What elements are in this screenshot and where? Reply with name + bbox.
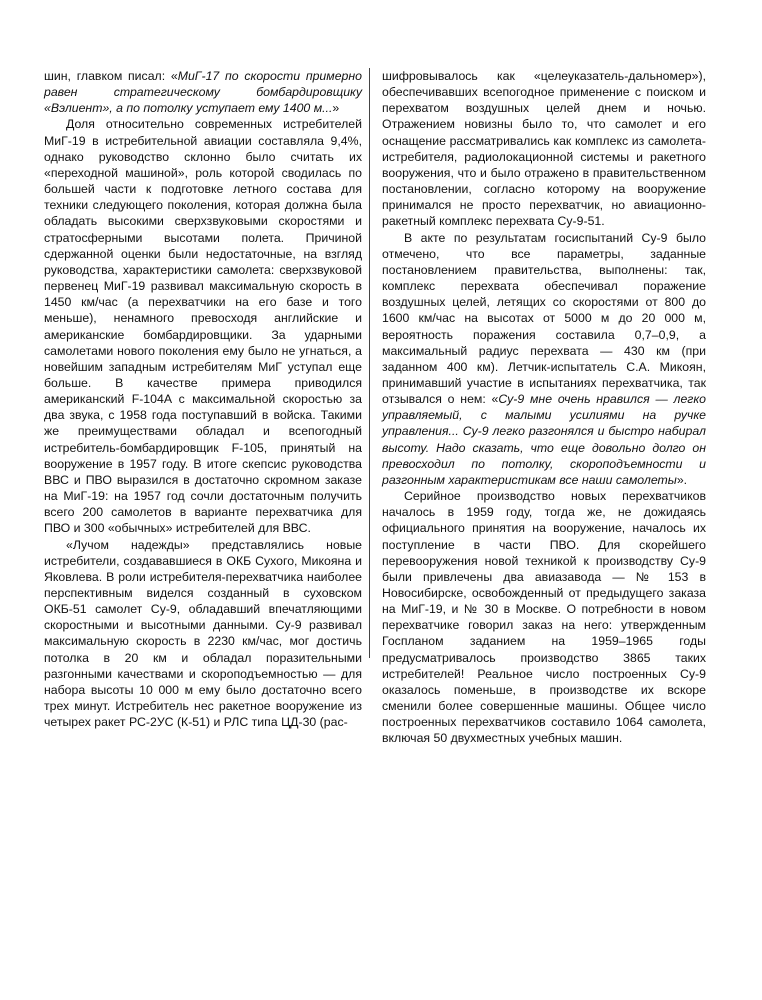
left-paragraph-3: «Лучом надежды» представлялись новые истребители, создававшиеся в ОКБ Сухого, Микояна и Яковлева. В роли истребителя-перехватчика наиболее перспективным виделся созданный в суховском ОКБ-51 самолет Су-9, обладавший впечатляющими скоростными и высотными данными. Су-9 развивал максимальную скорость в 2230 км/час, мог достичь потолка в 20 км и обладал поразительными разгонными качествами и скороподъемностью — для набора высоты 10 000 м ему было достаточно всего трех минут. Истребитель нес ракетное вооружение из четырех ракет РС-2УС (К-51) и РЛС типа ЦД-30 (рас-: [44, 537, 362, 730]
left-p1-text: шин, главком писал: «: [44, 69, 178, 83]
right-p2-quote: Су-9 мне очень нравился — легко управляемый, с малыми усилиями на ручке управления... Су-9 легко разгонялся и быстро набирал высоту. Надо сказать, что еще довольно долго он превосходил по потолку, скороподъемности и разгонным характеристикам все наши самолеты: [382, 392, 706, 487]
left-paragraph-2: Доля относительно современных истребителей МиГ-19 в истребительной авиации составляла 9,4%, однако руководство склонно было считать их «переходной машиной», роль которой сводилась по большей части к подготовке летного состава для техники следующего поколения, которая должна была обладать высокими сверхзвуковыми скоростями и стратосферными высотами полета. Причиной сдержанной оценки были недостаточные, на взгляд руководства, характеристики самолета: сверхзвуковой первенец МиГ-19 развивал максимальную скорость в 1450 км/час (а перехватчики на его базе и того меньше), ненамного превосходя английские и американские бомбардировщики. За ударными самолетами нового поколения ему было не угнаться, а новейшим западным истребителям МиГ уступал еще больше. В качестве примера приводился американский F-104A с максимальной скоростью за два звука, с 1958 года поступавший в войска. Такими же преимуществами обладал и всепогодный истребитель-бомбардировщик F-105, принятый на вооружение в 1957 году. В итоге скепсис руководства ВВС и ПВО выразился в достаточно скромном заказе на МиГ-19: на 1957 год сочли достаточным получить всего 200 самолетов в варианте перехватчика для ПВО и 300 «обычных» истребителей для ВВС.: [44, 117, 362, 536]
right-column: [382, 68, 706, 747]
left-paragraph-1: [44, 68, 362, 116]
left-p1-quote: МиГ-17 по скорости примерно равен стратегическому бомбардировщику «Вэлиент», а по потолку уступает ему 1400 м...: [44, 69, 362, 116]
right-paragraph-2: [382, 230, 706, 489]
right-p2-text: В акте по результатам госиспытаний Су-9 было отмечено, что все параметры, заданные постановлением правительства, выполнены: так, комплекс перехвата обеспечивал поражение воздушных целей, летящих со скоростями от 800 до 1600 км/час на высотах от 5000 м до 20 000 м, вероятность поражения составила 0,7–0,9, а максимальный радиус перехвата — 430 км (при заданном 400 км). Летчик-испытатель С.А. Микоян, принимавший участие в испытаниях перехватчика, так отзывался о нем: «: [382, 230, 706, 407]
left-p1-end: »: [332, 101, 340, 116]
right-paragraph-1: шифровывалось как «целеуказатель-дальномер»), обеспечивавших всепогодное применение с поиском и перехватом воздушных целей днем и ночью. Отражением новизны было то, что самолет и его оснащение рассматривались как комплекс из самолета-истребителя, радиолокационной системы и ракетного вооружения, что и было отражено в правительственном постановлении, согласно которому на вооружение принимался не просто перехватчик, но авиационно-ракетный комплекс перехвата Су-9-51.: [382, 69, 706, 229]
left-column: [44, 68, 362, 730]
right-p2-end: ».: [676, 472, 688, 487]
column-divider: [369, 68, 370, 658]
right-paragraph-3: Серийное производство новых перехватчиков началось в 1959 году, тогда же, не дожидаясь официального принятия на вооружение, началось их поступление в части ПВО. Для скорейшего перевооружения новой техникой к производству Су-9 были привлечены два авиазавода — № 153 в Новосибирске, освобожденный от предыдущего заказа на МиГ-19, и № 30 в Москве. О потребности в новом перехватчике говорил заказ на него: утвержденным Госпланом заданием на 1959–1965 годы предусматривалось производство 3865 таких истребителей! Реальное число построенных Су-9 оказалось поменьше, в производстве их вскоре сменили более совершенные машины. Общее число построенных перехватчиков составило 1064 самолета, включая 50 двухместных учебных машин.: [382, 489, 706, 746]
